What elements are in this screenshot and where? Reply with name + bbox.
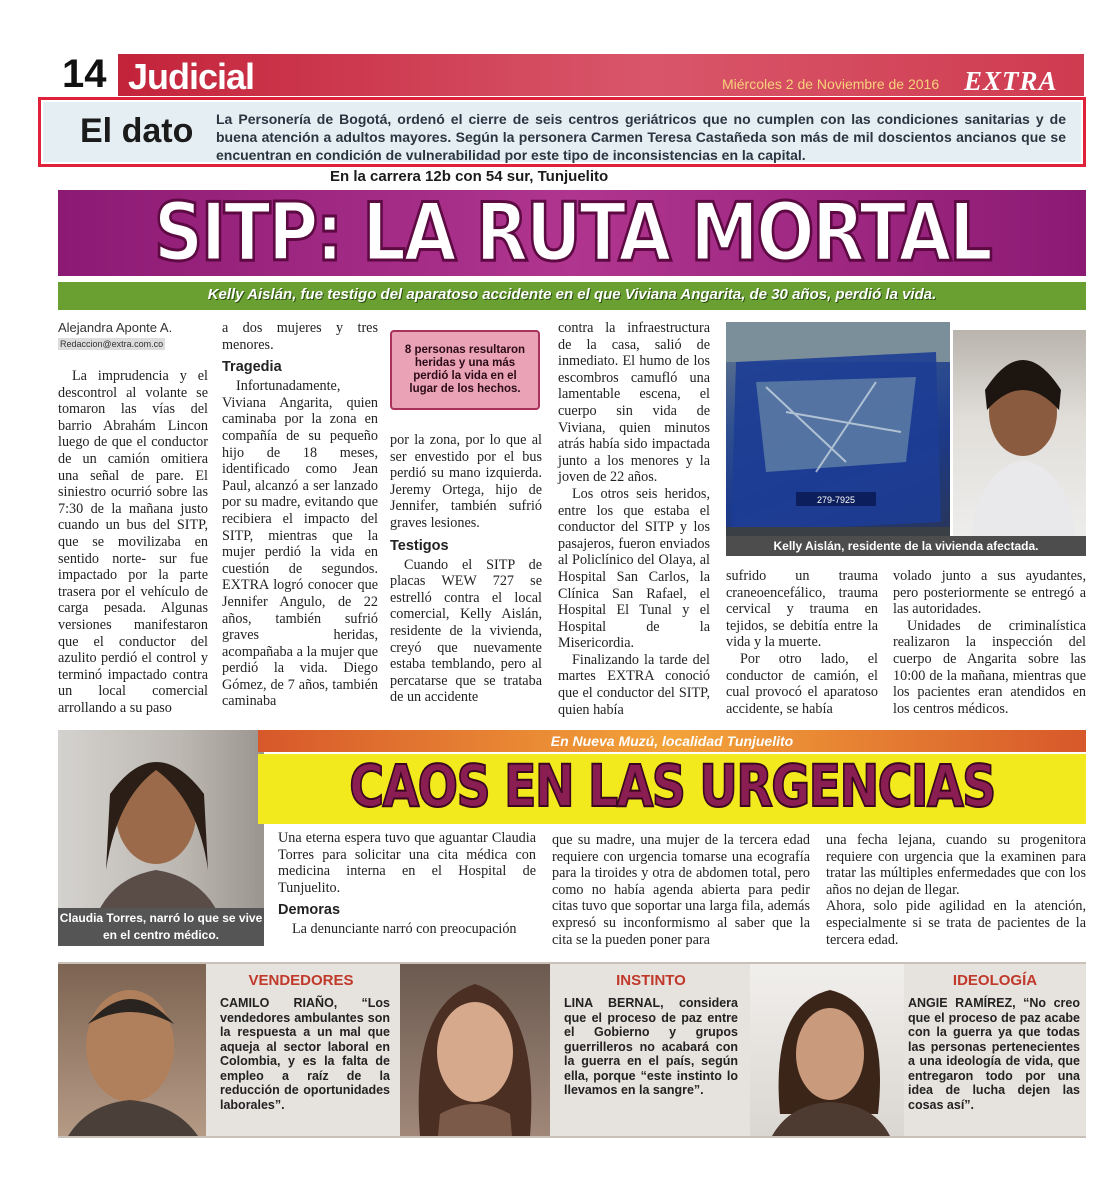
paragraph: Infortunadamente, Viviana Angarita, quien caminaba por la zona en compañía de su pequeño hijo de 18 meses, identificado como Jean Paul, alcanzó a ser lanzado por su madre, evitando que recibiera el impacto del SITP, mientras que la mujer perdió la vida en cuestión de segundos. EXTRA logró conocer que Jennifer Angulo, de 22 años, también sufrió graves heridas, acompañaba a la mujer que perdió la vida. Diego Gómez, de 7 años, también caminaba [222, 378, 378, 710]
opinion-quote: “No creo que el proceso de paz acabe con la guerra ya que todas las personas pertenecientes a una ideología de vida, que entregaron todo por una idea de lucha dejen las cosas así”. [908, 996, 1080, 1112]
opinion-text-camilo [220, 996, 390, 1112]
story1-column-5 [726, 568, 878, 717]
paragraph: volado junto a sus ayudantes, pero posteriormente se entregó a las autoridades. [893, 568, 1086, 618]
story2-column-3 [826, 832, 1086, 948]
dato-label: El dato [80, 112, 194, 150]
paragraph: Ahora, solo pide agilidad en la atención, especialmente si se trata de pacientes de la tercera edad. [826, 898, 1086, 948]
story1-column-4 [558, 320, 710, 718]
dato-text: La Personería de Bogotá, ordenó el cierre de seis centros geriátricos que no cumplen con las condiciones sanitarias y de buena atención a adultos mayores. Según la personera Carmen Teresa Castañeda son más de mil doscientos ancianos que se encuentran en condición de vulnerabilidad por este tipo de inconsistencias en la capital. [216, 111, 1066, 163]
opinion-head-instinto: INSTINTO [616, 972, 686, 989]
portrait-illustration [750, 964, 904, 1136]
story2-column-1 [278, 830, 536, 938]
subhead-demoras: Demoras [278, 902, 341, 919]
byline: Alejandra Aponte A. [58, 320, 173, 335]
story1-kicker: En la carrera 12b con 54 sur, Tunjuelito [330, 168, 609, 185]
opinion-quote: considera que el proceso de paz entre el Gobierno y grupos guerrilleros no acabará con la guerra en el país, según ella, porque “este instinto lo llevamos en la sangre”. [564, 996, 738, 1097]
paragraph: La imprudencia y el descontrol al volante se tomaron las vías del barrio Abrahám Lincon luego de que el conductor de un camión omitiera una señal de pare. El siniestro ocurrió sobre las 7:30 de la mañana justo cuando un bus del SITP, que se movilizaba en sentido norte- sur fue impactado por la parte trasera por el vehículo de carga pesada. Algunas versiones manifestaron que el conductor del azulito perdió el control y terminó impactado contra un local comercial arrollando a su paso [58, 368, 208, 716]
angie-ramirez-photo [750, 964, 904, 1136]
newspaper-logo: EXTRA [964, 66, 1058, 96]
portrait-illustration [400, 964, 550, 1136]
story2-kicker: En Nueva Muzú, localidad Tunjuelito [550, 733, 794, 749]
paragraph: La denunciante narró con preocupación [292, 921, 517, 938]
paragraph: una fecha lejana, cuando su progenitora requiere con urgencia que la examinen para tratar las múltiples enfermedades que con los años no dejan de llegar. [826, 832, 1086, 898]
portrait-illustration [58, 964, 206, 1136]
opinion-text-angie [908, 996, 1080, 1112]
bus-crash-illustration [726, 322, 950, 554]
story1-column-3 [390, 432, 542, 706]
byline-email: Redaccion@extra.com.co [60, 339, 164, 349]
camilo-riano-photo [58, 964, 206, 1136]
story1-column-6 [893, 568, 1086, 717]
kelly-aislan-photo [953, 330, 1086, 552]
section-title: Judicial [128, 56, 255, 97]
paragraph: Unidades de criminalística realizaron la inspección del cuerpo de Angarita sobre las 10:00 de la mañana, mientras que los pacientes eran atendidos en los centros médicos. [893, 617, 1086, 717]
bus-route-number: 279-7925 [816, 495, 856, 505]
paragraph: a dos mujeres y tres menores. [222, 320, 378, 353]
paragraph: Por otro lado, el conductor de camión, el cual provocó el aparatoso accidente, se había [726, 650, 878, 717]
issue-date: Miércoles 2 de Noviembre de 2016 [722, 76, 940, 92]
lina-bernal-photo [400, 964, 550, 1136]
paragraph: Cuando el SITP de placas WEW 727 se estrelló contra el local comercial, Kelly Aislán, residente de la vivienda, creyó que nuevamente estaba temblando, pero al percatarse que se trataba de un accidente [390, 556, 542, 706]
claudia-photo-caption: Claudia Torres, narró lo que se vive en el centro médico. [58, 908, 264, 946]
paragraph: que su madre, una mujer de la tercera edad requiere con urgencia tomarse una ecografía para la tiroides y otra de abdomen total, pero como no había agenda abierta para pedir citas tuvo que soportar una larga fila, además expresó su inconformismo al saber que la cita se la pueden poner para [552, 832, 810, 948]
callout-text: 8 personas resultaron heridas y una más perdió la vida en el lugar de los hechos. [404, 344, 526, 395]
story1-title: SITP: LA RUTA MORTAL [153, 186, 991, 279]
bus-crash-photo [726, 322, 950, 554]
opinion-quote: “Los vendedores ambulantes son la respuesta a un mal que aqueja al sector laboral en Colombia, y es la falta de empleo a raíz de la reducción de oportunidades laborales”. [220, 996, 390, 1112]
portrait-illustration [953, 330, 1086, 552]
subhead-testigos: Testigos [390, 537, 449, 554]
kelly-photo-caption: Kelly Aislán, residente de la vivienda afectada. [726, 536, 1086, 556]
paragraph: Finalizando la tarde del martes EXTRA conoció que el conductor del SITP, quien había [558, 651, 710, 718]
story1-subtitle: Kelly Aislán, fue testigo del aparatoso accidente en el que Viviana Angarita, de 30 años, perdió la vida. [207, 286, 937, 303]
story2-title: CAOS EN LAS URGENCIAS [349, 752, 995, 820]
story1-column-2 [222, 320, 378, 710]
subhead-tragedia: Tragedia [222, 359, 282, 376]
story2-column-2 [552, 832, 810, 948]
paragraph: sufrido un trauma craneoencefálico, trauma cervical y trauma en tejidos, se debitía entre la vida y la muerte. [726, 568, 878, 651]
opinion-head-ideologia: IDEOLOGÍA [952, 972, 1038, 989]
opinion-text-lina [564, 996, 738, 1098]
page-number: 14 [62, 52, 107, 96]
opinion-head-vendedores: VENDEDORES [248, 972, 354, 989]
story1-column-1 [58, 368, 208, 716]
opinion-name: ANGIE RAMÍREZ, [908, 996, 1016, 1010]
paragraph: Una eterna espera tuvo que aguantar Claudia Torres para solicitar una cita médica con medicina interna en el Hospital de Tunjuelito. [278, 830, 536, 896]
opinion-name: LINA BERNAL, [564, 996, 664, 1010]
opinion-name: CAMILO RIAÑO, [220, 996, 338, 1010]
paragraph: por la zona, por lo que al ser envestido por el bus perdió su mano izquierda. Jeremy Ortega, hijo de Jennifer, también sufrió graves lesiones. [390, 432, 542, 531]
paragraph: contra la infraestructura de la casa, salió de inmediato. El humo de los escombros camufló una lamentable escena, el cuerpo sin vida de Viviana, quien minutos atrás había sido impactada junto a los menores y la joven de 22 años. [558, 320, 710, 486]
paragraph: Los otros seis heridos, entre los que estaba el conductor del SITP y los pasajeros, fueron enviados al Policlínico del Olaya, al Hospital San Carlos, la Clínica San Rafael, el Hospital El Tunal y el Hospital de la Misericordia. [558, 485, 710, 652]
